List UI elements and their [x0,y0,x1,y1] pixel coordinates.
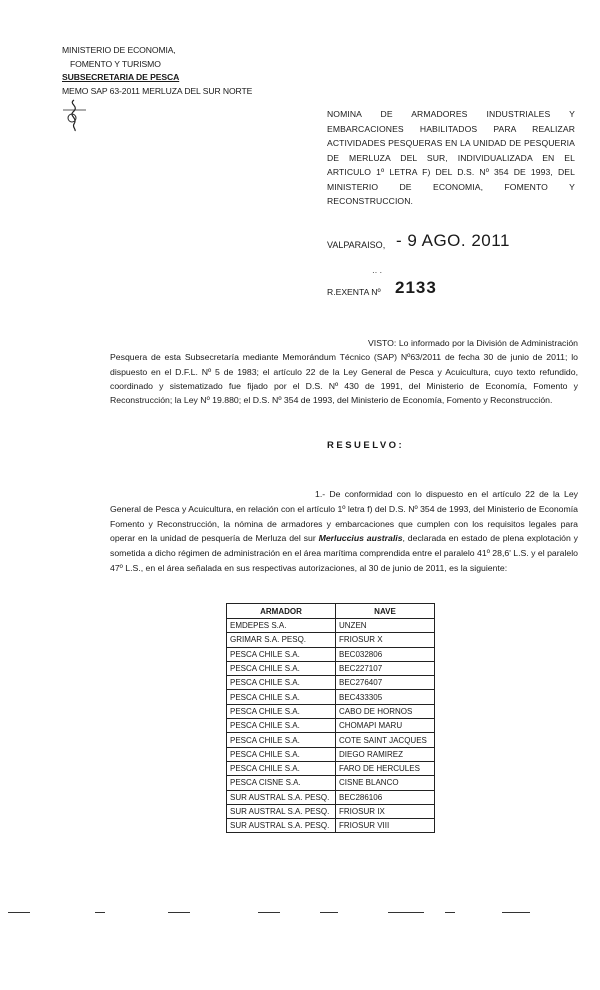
header-line-3: SUBSECRETARIA DE PESCA [62,72,180,82]
footer-mark [445,912,455,913]
column-header-armador: ARMADOR [227,604,336,619]
cell-armador: PESCA CHILE S.A. [227,676,336,690]
cell-nave: BEC032806 [336,647,435,661]
cell-armador: SUR AUSTRAL S.A. PESQ. [227,819,336,833]
cell-armador: PESCA CHILE S.A. [227,661,336,675]
cell-armador: SUR AUSTRAL S.A. PESQ. [227,804,336,818]
decorative-dots: ·· · [372,268,383,277]
vessel-table [226,603,435,833]
footer-mark [258,912,280,913]
cell-nave: FRIOSUR X [336,633,435,647]
cell-armador: PESCA CHILE S.A. [227,647,336,661]
footer-mark [95,912,105,913]
table-row [227,647,435,661]
initials-stamp-icon [60,98,90,132]
table-row [227,619,435,633]
footer-mark [8,912,30,913]
table-row [227,733,435,747]
species-name: Merluccius australis [318,533,403,544]
cell-nave: BEC276407 [336,676,435,690]
resolution-label: R.EXENTA Nº [327,287,381,297]
document-title: NOMINA DE ARMADORES INDUSTRIALES Y EMBARCACIONES HABILITADOS PARA REALIZAR ACTIVIDADES PESQUERAS EN LA UNIDAD DE PESQUERIA DE MERLUZA DEL SUR, INDIVIDUALIZADA EN EL ARTICULO 1º LETRA F) DEL D.S. Nº 354 DE 1993, DEL MINISTERIO DE ECONOMIA, FOMENTO Y RECONSTRUCCION. [327,109,575,206]
ministry-header [62,44,252,98]
footer-mark [388,912,424,913]
cell-nave: CHOMAPI MARU [336,719,435,733]
table-row [227,633,435,647]
cell-nave: UNZEN [336,619,435,633]
header-line-4: MEMO SAP 63-2011 MERLUZA DEL SUR NORTE [62,85,253,96]
paragraph-1 [110,487,578,576]
place-label: VALPARAISO, [327,240,386,250]
cell-nave: BEC433305 [336,690,435,704]
paragraph-1-text-b: , declarada en estado de plena explotación y sometida a dicho régimen de administración en el área marítima comprendida entre el paralelo 41º 28,6' L.S. y el paralelo 47º L.S., en el área señalada en sus respectivas autorizaciones, al 30 de junio de 2011, es la siguiente: [110,533,578,573]
table-row [227,776,435,790]
footer-mark [168,912,190,913]
cell-armador: GRIMAR S.A. PESQ. [227,633,336,647]
cell-armador: PESCA CHILE S.A. [227,719,336,733]
cell-nave: DIEGO RAMIREZ [336,747,435,761]
cell-nave: FRIOSUR IX [336,804,435,818]
footer-mark [502,912,530,913]
paragraph-1-text-a: 1.- De conformidad con lo dispuesto en el artículo 22 de la Ley General de Pesca y Acuicultura, en relación con el artículo 1º letra f) del D.S. Nº 354 de 1993, del Ministerio de Economía Fomento y Reconstrucción, la nómina de armadores y embarcaciones que cumplen con los requisitos legales para operar en la unidad de pesquería de Merluza del sur [110,489,579,544]
resolution-number: 2133 [395,278,437,297]
cell-armador: EMDEPES S.A. [227,619,336,633]
cell-nave: BEC227107 [336,661,435,675]
table-header-row [227,604,435,619]
table-row [227,790,435,804]
visto-paragraph: VISTO: Lo informado por la División de Administración Pesquera de esta Subsecretaría mediante Memorándum Técnico (SAP) Nº63/2011 de fecha 30 de junio de 2011; lo dispuesto en el D.F.L. Nº 5 de 1983; el artículo 22 de la Ley General de Pesca y Acuicultura, cuyo texto refundido, coordinado y sistematizado fue fijado por el D.S. Nº 430 de 1991, del Ministerio de Economía, Fomento y Reconstrucción; la Ley Nº 19.880; el D.S. Nº 354 de 1993, del Ministerio de Economía, Fomento y Reconstrucción. [110,338,578,406]
date-stamp: - 9 AGO. 2011 [396,231,510,250]
header-line-1: MINISTERIO DE ECONOMIA, [62,45,176,55]
header-line-2: FOMENTO Y TURISMO [70,58,161,69]
cell-armador: PESCA CHILE S.A. [227,733,336,747]
cell-nave: CABO DE HORNOS [336,704,435,718]
cell-nave: BEC286106 [336,790,435,804]
table-row [227,676,435,690]
cell-armador: PESCA CHILE S.A. [227,747,336,761]
table-row [227,747,435,761]
table-row [227,719,435,733]
table-row [227,804,435,818]
table-row [227,761,435,775]
table-row [227,661,435,675]
cell-nave: COTE SAINT JACQUES [336,733,435,747]
footer-mark [320,912,338,913]
cell-nave: FARO DE HERCULES [336,761,435,775]
column-header-nave: NAVE [336,604,435,619]
cell-nave: FRIOSUR VIII [336,819,435,833]
cell-armador: PESCA CHILE S.A. [227,761,336,775]
table-row [227,704,435,718]
resuelvo-heading: RESUELVO: [327,440,405,451]
cell-nave: CISNE BLANCO [336,776,435,790]
table-row [227,690,435,704]
cell-armador: PESCA CHILE S.A. [227,690,336,704]
cell-armador: SUR AUSTRAL S.A. PESQ. [227,790,336,804]
cell-armador: PESCA CISNE S.A. [227,776,336,790]
cell-armador: PESCA CHILE S.A. [227,704,336,718]
table-row [227,819,435,833]
